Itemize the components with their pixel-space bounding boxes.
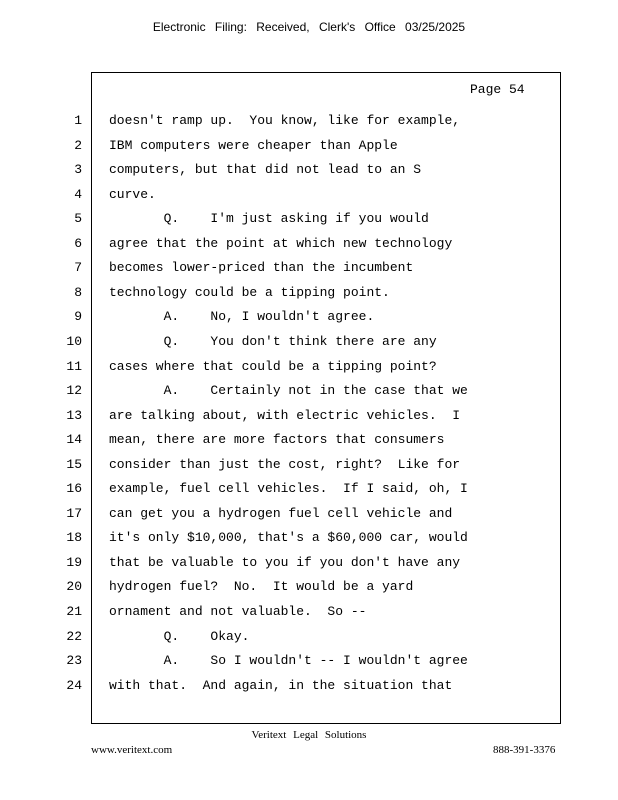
- transcript-line: [0, 628, 618, 652]
- transcript-line: [0, 210, 618, 234]
- line-number: 11: [66, 358, 82, 374]
- line-number: 6: [74, 235, 82, 251]
- transcript-line: [0, 529, 618, 553]
- line-text: example, fuel cell vehicles. If I said, oh, I: [109, 481, 468, 497]
- line-number: 13: [66, 407, 82, 423]
- transcript-line: [0, 161, 618, 185]
- line-text: Q. You don't think there are any: [109, 333, 437, 349]
- footer-company: Veritext Legal Solutions: [251, 729, 367, 741]
- line-number: 22: [66, 628, 82, 644]
- filing-header: Electronic Filing: Received, Clerk's Office 03/25/2025: [152, 20, 466, 34]
- transcript-line: [0, 333, 618, 357]
- line-number: 18: [66, 530, 82, 546]
- line-text: Q. Okay.: [109, 628, 250, 644]
- line-number: 24: [66, 677, 82, 693]
- transcript-line: [0, 284, 618, 308]
- line-number: 20: [66, 579, 82, 595]
- line-text: cases where that could be a tipping point?: [109, 358, 437, 374]
- line-number: 10: [66, 333, 82, 349]
- line-number: 3: [74, 162, 82, 178]
- line-text: with that. And again, in the situation that: [109, 677, 453, 693]
- transcript-line: [0, 235, 618, 259]
- footer-website: www.veritext.com: [91, 744, 173, 756]
- line-number: 17: [66, 505, 82, 521]
- transcript-line: [0, 505, 618, 529]
- line-number: 14: [66, 432, 82, 448]
- line-text: are talking about, with electric vehicles. I: [109, 407, 461, 423]
- line-text: can get you a hydrogen fuel cell vehicle and: [109, 505, 453, 521]
- line-text: IBM computers were cheaper than Apple: [109, 137, 398, 153]
- line-text: consider than just the cost, right? Like for: [109, 456, 461, 472]
- transcript-line: [0, 407, 618, 431]
- line-number: 5: [74, 211, 82, 227]
- transcript-line: [0, 431, 618, 455]
- line-text: computers, but that did not lead to an S: [109, 162, 422, 178]
- transcript-line: [0, 456, 618, 480]
- line-text: A. No, I wouldn't agree.: [109, 309, 375, 325]
- transcript-line: [0, 112, 618, 136]
- line-text: that be valuable to you if you don't have any: [109, 554, 461, 570]
- transcript-line: [0, 652, 618, 676]
- line-text: doesn't ramp up. You know, like for example,: [109, 113, 461, 128]
- line-text: curve.: [109, 186, 156, 202]
- line-text: A. Certainly not in the case that we: [109, 383, 468, 399]
- transcript-line: [0, 186, 618, 210]
- transcript-line: [0, 677, 618, 701]
- line-text: hydrogen fuel? No. It would be a yard: [109, 579, 414, 595]
- transcript-line: [0, 554, 618, 578]
- line-text: it's only $10,000, that's a $60,000 car, would: [109, 530, 468, 546]
- line-number: 15: [66, 456, 82, 472]
- line-text: ornament and not valuable. So --: [109, 604, 367, 619]
- line-text: technology could be a tipping point.: [109, 284, 390, 300]
- line-number: 12: [66, 383, 82, 399]
- line-text: becomes lower-priced than the incumbent: [109, 260, 414, 276]
- transcript-line: [0, 308, 618, 332]
- transcript-line: [0, 603, 618, 627]
- transcript-line: [0, 358, 618, 382]
- line-text: Q. I'm just asking if you would: [109, 211, 429, 227]
- line-text: mean, there are more factors that consumers: [109, 432, 445, 448]
- page-number: Page 54: [470, 82, 525, 97]
- line-number: 7: [74, 260, 82, 276]
- line-number: 9: [74, 309, 82, 325]
- line-number: 1: [74, 113, 82, 128]
- transcript-line: [0, 382, 618, 406]
- transcript-line: [0, 480, 618, 504]
- line-number: 16: [66, 481, 82, 497]
- line-text: agree that the point at which new technology: [109, 235, 453, 251]
- transcript-line: [0, 259, 618, 283]
- line-number: 19: [66, 554, 82, 570]
- footer-phone: 888-391-3376: [493, 744, 556, 756]
- transcript-line: [0, 137, 618, 161]
- line-number: 2: [74, 137, 82, 153]
- line-text: A. So I wouldn't -- I wouldn't agree: [109, 653, 468, 669]
- line-number: 8: [74, 284, 82, 300]
- line-number: 4: [74, 186, 82, 202]
- line-number: 21: [66, 604, 82, 619]
- line-number: 23: [66, 653, 82, 669]
- transcript-line: [0, 578, 618, 602]
